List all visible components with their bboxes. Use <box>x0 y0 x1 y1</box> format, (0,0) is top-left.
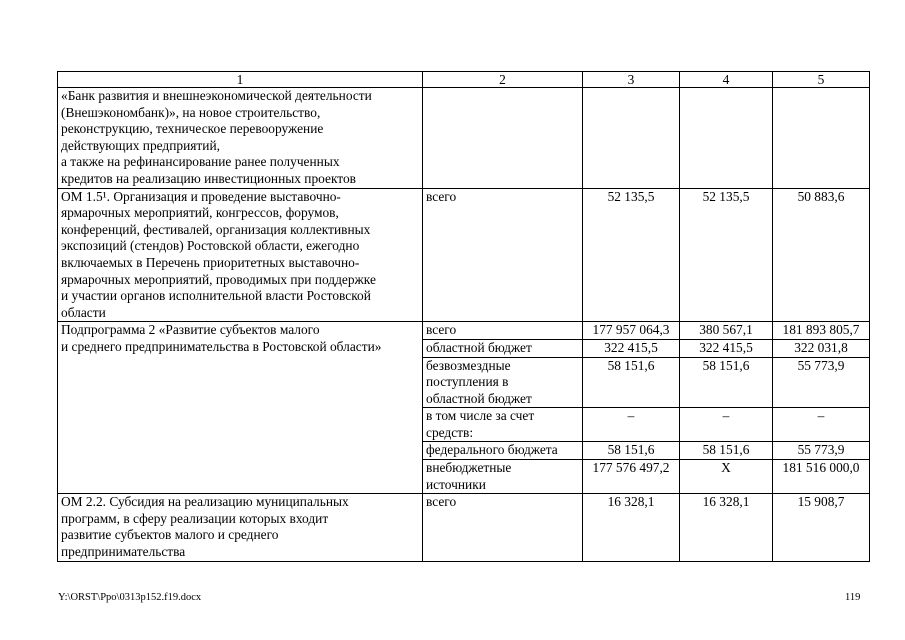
value-col3: 322 415,5 <box>583 339 680 357</box>
value-col4: 52 135,5 <box>680 188 773 322</box>
column-header: 5 <box>773 72 870 88</box>
row-name: ОМ 2.2. Субсидия на реализацию муниципальных программ, в сферу реализации которых входит развитие субъектов малого и среднего предпринимательства <box>58 494 423 561</box>
value-col3: 177 957 064,3 <box>583 322 680 340</box>
table-header-row <box>58 72 870 88</box>
value-col4: 16 328,1 <box>680 494 773 561</box>
value-col5: 181 516 000,0 <box>773 460 870 494</box>
value-col5: 322 031,8 <box>773 339 870 357</box>
value-col5: 55 773,9 <box>773 357 870 408</box>
column-header: 2 <box>423 72 583 88</box>
value-col3: 16 328,1 <box>583 494 680 561</box>
value-col3: 58 151,6 <box>583 357 680 408</box>
file-path: Y:\ORST\Ppo\0313p152.f19.docx <box>58 592 202 603</box>
row-name: Подпрограмма 2 «Развитие субъектов малого и среднего предпринимательства в Ростовской области» <box>58 322 423 494</box>
value-col3: – <box>583 408 680 442</box>
value-col4: 380 567,1 <box>680 322 773 340</box>
value-col3: 177 576 497,2 <box>583 460 680 494</box>
table-row-om15 <box>58 188 870 322</box>
value-col4: – <box>680 408 773 442</box>
value-col4: 58 151,6 <box>680 442 773 460</box>
funding-source: безвозмездные поступления в областной бюджет <box>423 357 583 408</box>
funding-source: всего <box>423 322 583 340</box>
funding-source: областной бюджет <box>423 339 583 357</box>
budget-table <box>57 71 870 562</box>
value-col3: 58 151,6 <box>583 442 680 460</box>
funding-source: в том числе за счет средств: <box>423 408 583 442</box>
table-row-sub2 <box>58 322 870 340</box>
funding-source: всего <box>423 188 583 322</box>
funding-source: всего <box>423 494 583 561</box>
table-row-om22 <box>58 494 870 561</box>
column-header: 3 <box>583 72 680 88</box>
value-col5: 55 773,9 <box>773 442 870 460</box>
value-col4: Х <box>680 460 773 494</box>
empty-cell <box>423 88 583 189</box>
value-col5: 50 883,6 <box>773 188 870 322</box>
funding-source: внебюджетные источники <box>423 460 583 494</box>
value-col5: 15 908,7 <box>773 494 870 561</box>
empty-cell <box>773 88 870 189</box>
column-header: 1 <box>58 72 423 88</box>
row-name: «Банк развития и внешнеэкономической деятельности (Внешэкономбанк)», на новое строительство, реконструкцию, техническое перевооружение действующих предприятий, а также на рефинансирование ранее полученных кредитов на реализацию инвестиционных проектов <box>58 88 423 189</box>
table-row-bank <box>58 88 870 189</box>
column-header: 4 <box>680 72 773 88</box>
empty-cell <box>680 88 773 189</box>
value-col4: 58 151,6 <box>680 357 773 408</box>
row-name: ОМ 1.5¹. Организация и проведение выставочно- ярмарочных мероприятий, конгрессов, форумов, конференций, фестивалей, организация коллективных экспозиций (стендов) Ростовской области, ежегодно включаемых в Перечень приоритетных выставочно- ярмарочных мероприятий, проводимых при поддержке и участии органов исполнительной власти Ростовской области <box>58 188 423 322</box>
value-col5: 181 893 805,7 <box>773 322 870 340</box>
empty-cell <box>583 88 680 189</box>
value-col3: 52 135,5 <box>583 188 680 322</box>
page-number: 119 <box>845 592 861 603</box>
value-col5: – <box>773 408 870 442</box>
funding-source: федерального бюджета <box>423 442 583 460</box>
value-col4: 322 415,5 <box>680 339 773 357</box>
